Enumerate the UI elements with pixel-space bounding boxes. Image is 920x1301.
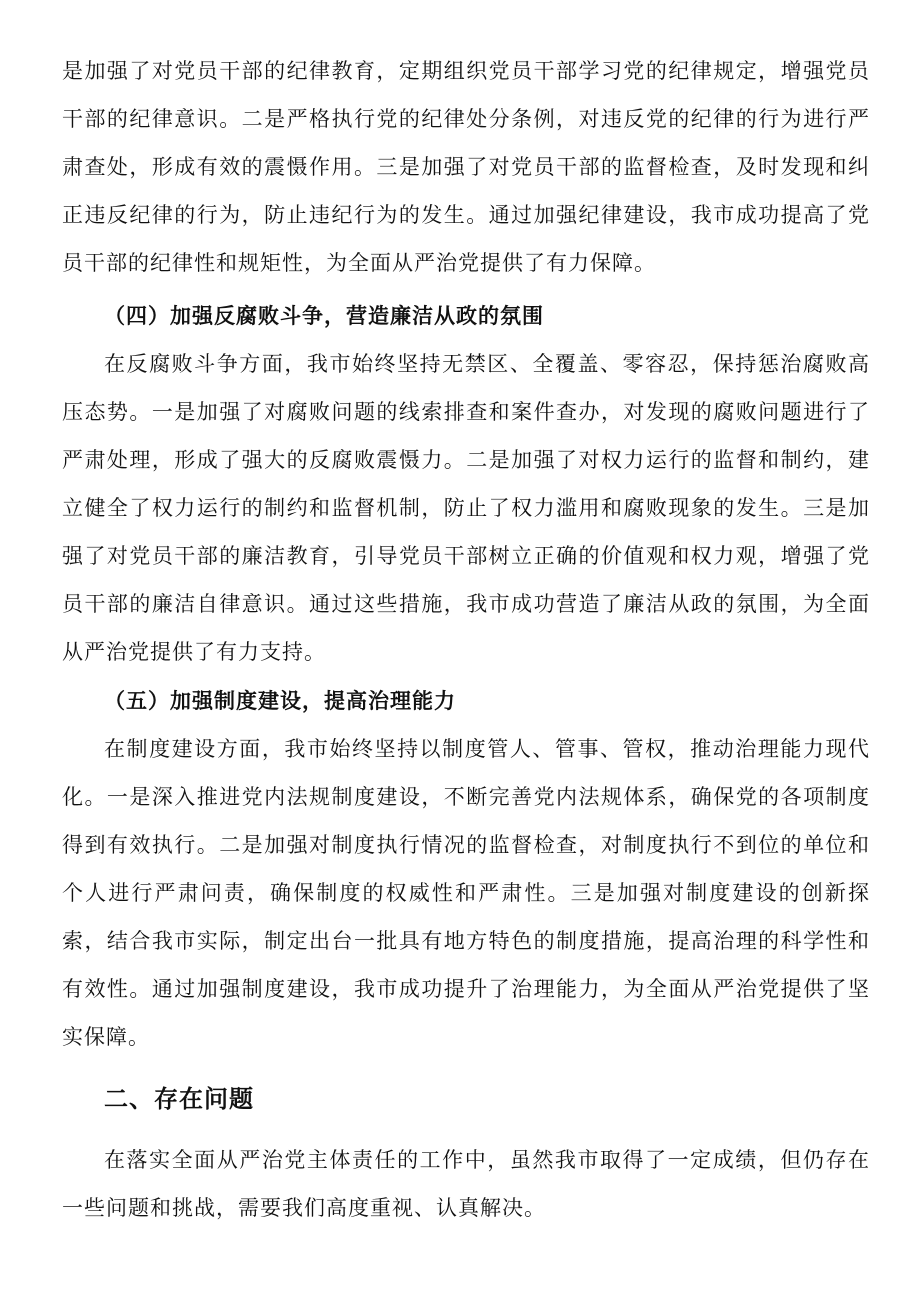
subheading-anticorruption: （四）加强反腐败斗争，营造廉洁从政的氛围 — [104, 304, 544, 328]
paragraph-anticorruption: 在反腐败斗争方面，我市始终坚持无禁区、全覆盖、零容忍，保持惩治腐败高压态势。一是加强了对腐败问题的线索排查和案件查办，对发现的腐败问题进行了严肃处理，形成了强大的反腐败震慑力。二是加强了对权力运行的监督和制约，建立健全了权力运行的制约和监督机制，防止了权力滥用和腐败现象的发生。三是加强了对党员干部的廉洁教育，引导党员干部树立正确的价值观和权力观，增强了党员干部的廉洁自律意识。通过这些措施，我市成功营造了廉洁从政的氛围，为全面从严治党提供了有力支持。 — [62, 352, 870, 664]
paragraph-discipline-continued: 是加强了对党员干部的纪律教育，定期组织党员干部学习党的纪律规定，增强党员干部的纪律意识。二是严格执行党的纪律处分条例，对违反党的纪律的行为进行严肃查处，形成有效的震慑作用。三是加强了对党员干部的监督检查，及时发现和纠正违反纪律的行为，防止违纪行为的发生。通过加强纪律建设，我市成功提高了党员干部的纪律性和规矩性，为全面从严治党提供了有力保障。 — [62, 59, 870, 275]
paragraph-institution-building: 在制度建设方面，我市始终坚持以制度管人、管事、管权，推动治理能力现代化。一是深入推进党内法规制度建设，不断完善党内法规体系，确保党的各项制度得到有效执行。二是加强对制度执行情况的监督检查，对制度执行不到位的单位和个人进行严肃问责，确保制度的权威性和严肃性。三是加强对制度建设的创新探索，结合我市实际，制定出台一批具有地方特色的制度措施，提高治理的科学性和有效性。通过加强制度建设，我市成功提升了治理能力，为全面从严治党提供了坚实保障。 — [62, 737, 870, 1049]
paragraph-problems-intro: 在落实全面从严治党主体责任的工作中，虽然我市取得了一定成绩，但仍存在一些问题和挑战，需要我们高度重视、认真解决。 — [62, 1148, 870, 1220]
section-heading-problems: 二、存在问题 — [104, 1085, 254, 1113]
subheading-institution-building: （五）加强制度建设，提高治理能力 — [104, 689, 456, 713]
